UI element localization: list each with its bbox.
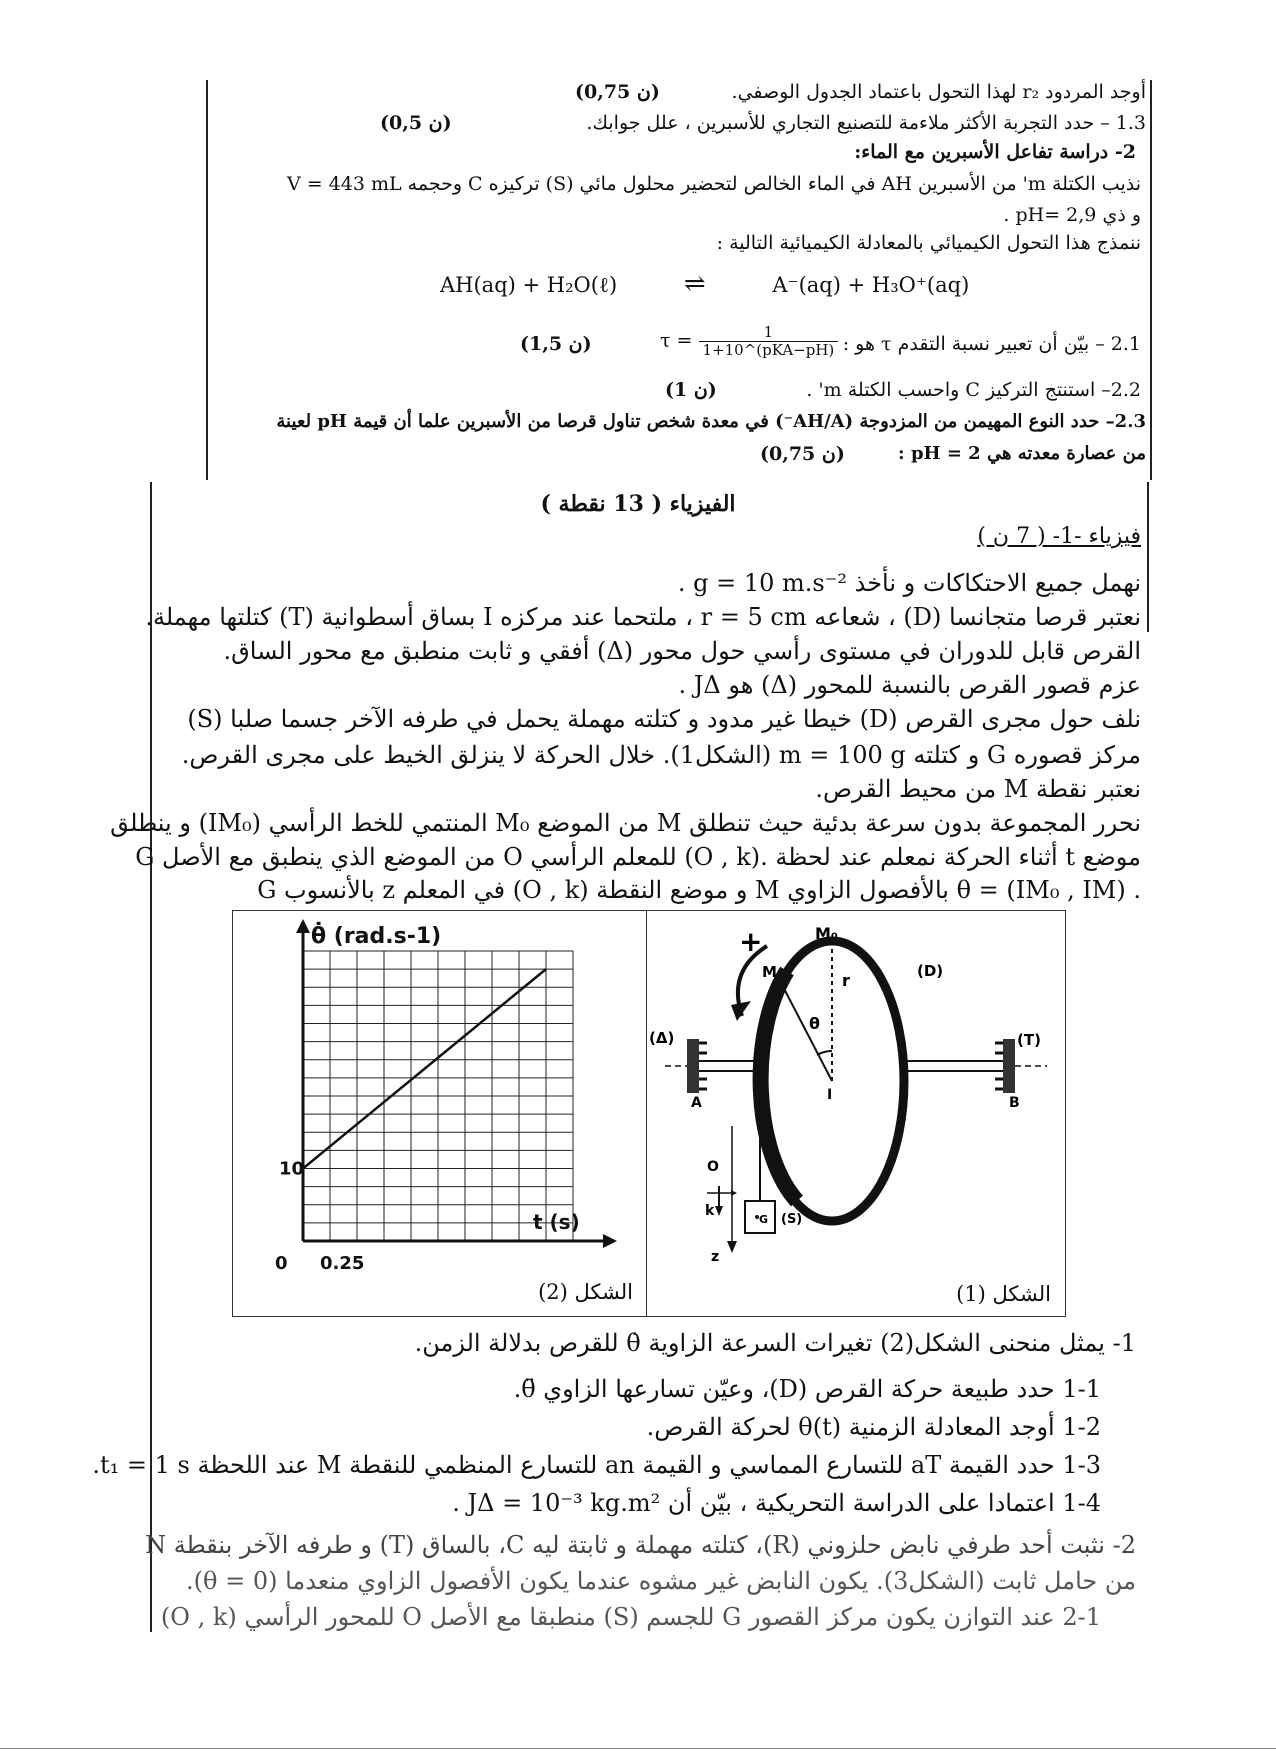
disc-apparatus-diagram — [647, 911, 1065, 1316]
question-1-1: 1-1 حدد طبيعة حركة القرص (D)، وعيّن تسارعها الزاوي θ̈. — [513, 1375, 1101, 1403]
question-1-2: 1-2 أوجد المعادلة الزمنية θ(t) لحركة القرص. — [646, 1413, 1101, 1441]
chem-q21-formula — [660, 324, 838, 358]
figure-2-caption: الشكل (2) — [538, 1279, 633, 1304]
question-2-1: 2-1 عند التوازن يكون مركز القصور G للجسم (S) منطبقا مع الأصل O للمحور الرأسي (O , k) — [160, 1603, 1101, 1631]
intro-line-5: نلف حول مجرى القرص (D) خيطا غير مدود و كتلته مهملة يحمل في طرفه الآخر جسما صلبا (S) — [187, 705, 1141, 733]
x-axis-label: t (s) — [533, 1210, 580, 1234]
x-axis-arrowhead — [603, 1234, 617, 1248]
label-k: k — [705, 1203, 715, 1219]
chem-line-2: 1.3 – حدد التجربة الأكثر ملاءمة للتصنيع التجاري للأسبرين ، علل جوابك. — [586, 112, 1146, 134]
chem-marks-2: (0,5 ن) — [380, 112, 452, 134]
question-1-4: 1-4 اعتمادا على الدراسة التحريكية ، بيّن أن JΔ = 10⁻³ kg.m² . — [452, 1489, 1101, 1517]
rotation-arrowhead — [731, 1001, 751, 1021]
chem-line-5: و ذي pH= 2,9 . — [1003, 204, 1141, 226]
formula-numerator: 1 — [699, 324, 839, 342]
chem-marks-q21: (1,5 ن) — [520, 333, 592, 355]
intro-line-6: مركز قصوره G و كتلته m = 100 g (الشكل1). خلال الحركة لا ينزلق الخيط على مجرى القرص. — [181, 741, 1141, 769]
label-r: r — [842, 971, 850, 990]
chem-right-border — [1150, 80, 1152, 480]
intro-line-3: القرص قابل للدوران في مستوى رأسي حول محور (Δ) أفقي و ثابت منطبق مع محور الساق. — [223, 637, 1141, 665]
intro-line-9: G من الموضع الذي ينطبق مع الأصل O للمعلم الرأسي (O , k). أثناء الحركة نمعلم عند لحظة t موضع — [135, 843, 1141, 871]
chem-left-border — [206, 80, 208, 480]
physics-part-title: فيزياء -1- ( 7 ن ) — [977, 524, 1141, 549]
intro-line-10: G بالأنسوب z في المعلم (O , k) و موضع النقطة M بالأفصول الزاوي θ = (IM₀ , IM) . — [257, 876, 1141, 904]
intro-line-4: عزم قصور القرص بالنسبة للمحور (Δ) هو JΔ . — [678, 671, 1141, 699]
question-1: 1- يمثل منحنى الشكل(2) تغيرات السرعة الزاوية θ̇ للقرص بدلالة الزمن. — [414, 1329, 1136, 1357]
label-S: (S) — [781, 1212, 803, 1227]
k-vector-arrowhead — [715, 1206, 723, 1216]
y-axis-label: θ̇ (rad.s-1) — [311, 924, 442, 949]
chem-q22: 2.2– استنتج التركيز C واحسب الكتلة m' . — [806, 379, 1141, 401]
label-theta: θ — [809, 1014, 820, 1033]
label-T: (T) — [1017, 1031, 1041, 1049]
formula-denominator: 1+10^(pKA−pH) — [702, 340, 835, 359]
chem-section-2-title: 2- دراسة تفاعل الأسبرين مع الماء: — [854, 141, 1136, 163]
chem-marks-q22: (1 ن) — [665, 379, 717, 401]
chem-line-6: ننمذج هذا التحول الكيميائي بالمعادلة الكيميائية التالية : — [716, 232, 1141, 254]
chem-q21: 2.1 – بيّن أن تعبير نسبة التقدم τ هو : — [842, 333, 1141, 355]
chem-marks-1: (0,75 ن) — [575, 81, 660, 103]
chem-line-4: نذيب الكتلة m' من الأسبرين AH في الماء الخالص لتحضير محلول مائي (S) تركيزه C وحجمه V = 443 mL — [286, 173, 1141, 195]
formula-lhs: τ = — [660, 329, 693, 352]
chem-marks-q23: (0,75 ن) — [760, 443, 845, 465]
series-line — [303, 969, 546, 1168]
label-M: M — [762, 963, 777, 981]
chem-equation — [440, 270, 969, 299]
x-tick-label: 0.25 — [320, 1253, 365, 1274]
figure-2-panel — [232, 910, 648, 1317]
page-bottom-rule — [0, 1748, 1276, 1749]
z-axis-arrowhead — [727, 1241, 737, 1253]
intro-line-8: نحرر المجموعة بدون سرعة بدئية حيث تنطلق M من الموضع M₀ المنتمي للخط الرأسي (IM₀) و ينطلق — [110, 809, 1141, 837]
label-G: G — [759, 1213, 769, 1226]
plus-label: + — [739, 925, 763, 958]
physics-title: الفيزياء ( 13 نقطة ) — [540, 491, 736, 517]
chem-q23-line2: من عصارة معدته هي pH = 2 : — [898, 443, 1146, 464]
label-D: (D) — [917, 962, 944, 980]
question-1-3: 1-3 حدد القيمة aT للتسارع المماسي و القيمة an للتسارع المنظمي للنقطة M عند اللحظة t₁ = 1 s. — [92, 1451, 1101, 1479]
question-2-cont: من حامل ثابت (الشكل3). يكون النابض غير مشوه عندما يكون الأفصول الزاوي منعدما (θ = 0). — [186, 1567, 1136, 1595]
label-M0: M₀ — [815, 924, 838, 943]
origin-label: 0 — [275, 1253, 288, 1274]
figure-1-caption: الشكل (1) — [956, 1281, 1051, 1306]
equation-arrow: ⇌ — [683, 269, 706, 299]
label-z: z — [711, 1249, 720, 1265]
y-axis-arrowhead — [296, 919, 310, 933]
label-I: I — [827, 1087, 833, 1103]
equation-left: AH(aq) + H₂O(ℓ) — [440, 273, 618, 297]
question-2: 2- نثبت أحد طرفي نابض حلزوني (R)، كتلته مهملة و ثابتة ليه C، بالساق (T) و طرفه الآخر بنقطة N — [145, 1531, 1136, 1559]
label-A: A — [691, 1095, 702, 1111]
chem-line-1: أوجد المردود r₂ لهذا التحول باعتماد الجدول الوصفي. — [731, 81, 1146, 103]
chem-q23: 2.3– حدد النوع المهيمن من المزدوجة (AH/A⁻) في معدة شخص تناول قرصا من الأسبرين علما أن قيمة pH لعينة — [276, 411, 1146, 432]
intro-line-7: نعتبر نقطة M من محيط القرص. — [815, 775, 1141, 803]
label-O: O — [707, 1159, 719, 1175]
intro-line-1: نهمل جميع الاحتكاكات و نأخذ g = 10 m.s⁻² . — [677, 569, 1141, 597]
label-delta: (Δ) — [649, 1029, 675, 1047]
equation-right: A⁻(aq) + H₃O⁺(aq) — [772, 273, 970, 297]
angular-velocity-chart — [233, 911, 647, 1316]
label-B: B — [1009, 1095, 1020, 1111]
y-tick-label: 10 — [279, 1158, 305, 1180]
intro-line-2: نعتبر قرصا متجانسا (D) ، شعاعه r = 5 cm ، ملتحما عند مركزه I بساق أسطوانية (T) كتلتها مهملة. — [145, 603, 1141, 631]
figure-1-panel — [646, 910, 1066, 1317]
